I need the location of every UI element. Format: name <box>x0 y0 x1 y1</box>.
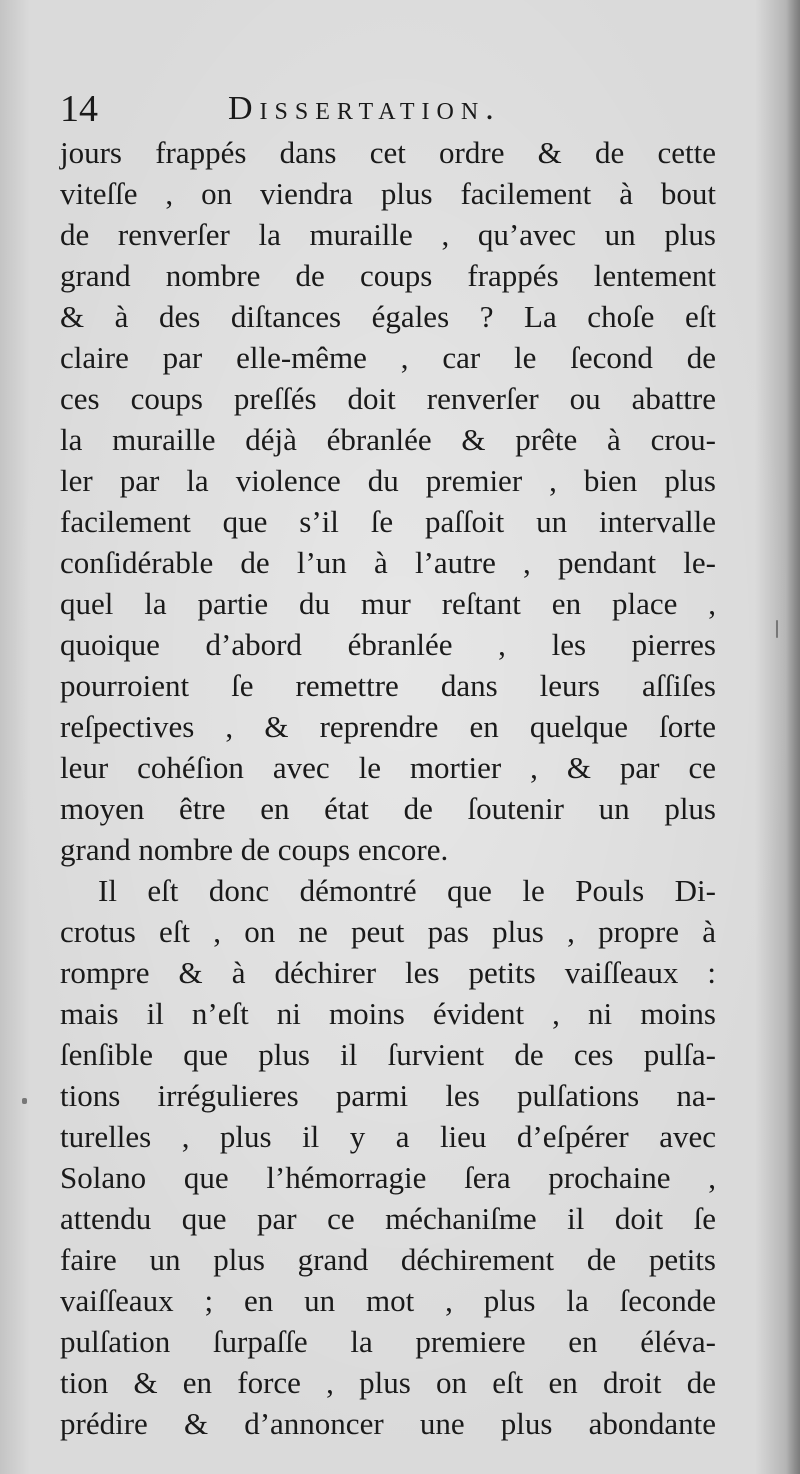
text-line: conſidérable de l’un à l’autre , pendant le- <box>60 545 716 580</box>
text-line: moyen être en état de ſoutenir un plus <box>60 791 716 826</box>
text-line: ler par la violence du premier , bien plus <box>60 463 716 498</box>
text-line: vaiſſeaux ; en un mot , plus la ſeconde <box>60 1283 716 1318</box>
text-line: & à des diſtances égales ? La choſe eſt <box>60 299 716 334</box>
text-line: Solano que l’hémorragie ſera prochaine , <box>60 1160 716 1195</box>
text-line: quel la partie du mur reſtant en place , <box>60 586 716 621</box>
running-title: Dissertation. <box>228 90 501 127</box>
running-head <box>60 84 720 134</box>
text-line: pourroient ſe remettre dans leurs aſſiſes <box>60 668 716 703</box>
text-line: ſenſible que plus il ſurvient de ces pulſa- <box>60 1037 716 1072</box>
text-line: mais il n’eſt ni moins évident , ni moins <box>60 996 716 1031</box>
text-line: grand nombre de coups frappés lentement <box>60 258 716 293</box>
text-line-paragraph-start: Il eſt donc démontré que le Pouls Di- <box>98 873 716 908</box>
text-line: reſpectives , & reprendre en quelque ſorte <box>60 709 716 744</box>
text-line: la muraille déjà ébranlée & prête à crou- <box>60 422 716 457</box>
text-line: viteſſe , on viendra plus facilement à bout <box>60 176 716 211</box>
text-line: turelles , plus il y a lieu d’eſpérer avec <box>60 1119 716 1154</box>
text-line: tion & en force , plus on eſt en droit de <box>60 1365 716 1400</box>
text-line: faire un plus grand déchirement de petits <box>60 1242 716 1277</box>
text-line: tions irrégulieres parmi les pulſations na- <box>60 1078 716 1113</box>
text-line: jours frappés dans cet ordre & de cette <box>60 135 716 170</box>
body-text <box>60 132 716 1444</box>
text-line: leur cohéſion avec le mortier , & par ce <box>60 750 716 785</box>
text-line: crotus eſt , on ne peut pas plus , propre à <box>60 914 716 949</box>
text-line: attendu que par ce méchaniſme il doit ſe <box>60 1201 716 1236</box>
text-line: prédire & d’annoncer une plus abondante <box>60 1406 716 1441</box>
page-gutter-shadow <box>786 0 800 1474</box>
text-line: facilement que s’il ſe paſſoit un intervalle <box>60 504 716 539</box>
text-line: grand nombre de coups encore. <box>60 832 449 867</box>
text-line: rompre & à déchirer les petits vaiſſeaux : <box>60 955 716 990</box>
text-line: pulſation ſurpaſſe la premiere en éléva- <box>60 1324 716 1359</box>
text-line: quoique d’abord ébranlée , les pierres <box>60 627 716 662</box>
text-line: claire par elle-même , car le ſecond de <box>60 340 716 375</box>
ink-speck <box>22 1098 27 1104</box>
page-number: 14 <box>60 88 98 130</box>
ink-speck <box>776 620 778 638</box>
text-line: de renverſer la muraille , qu’avec un plus <box>60 217 716 252</box>
text-line: ces coups preſſés doit renverſer ou abattre <box>60 381 716 416</box>
